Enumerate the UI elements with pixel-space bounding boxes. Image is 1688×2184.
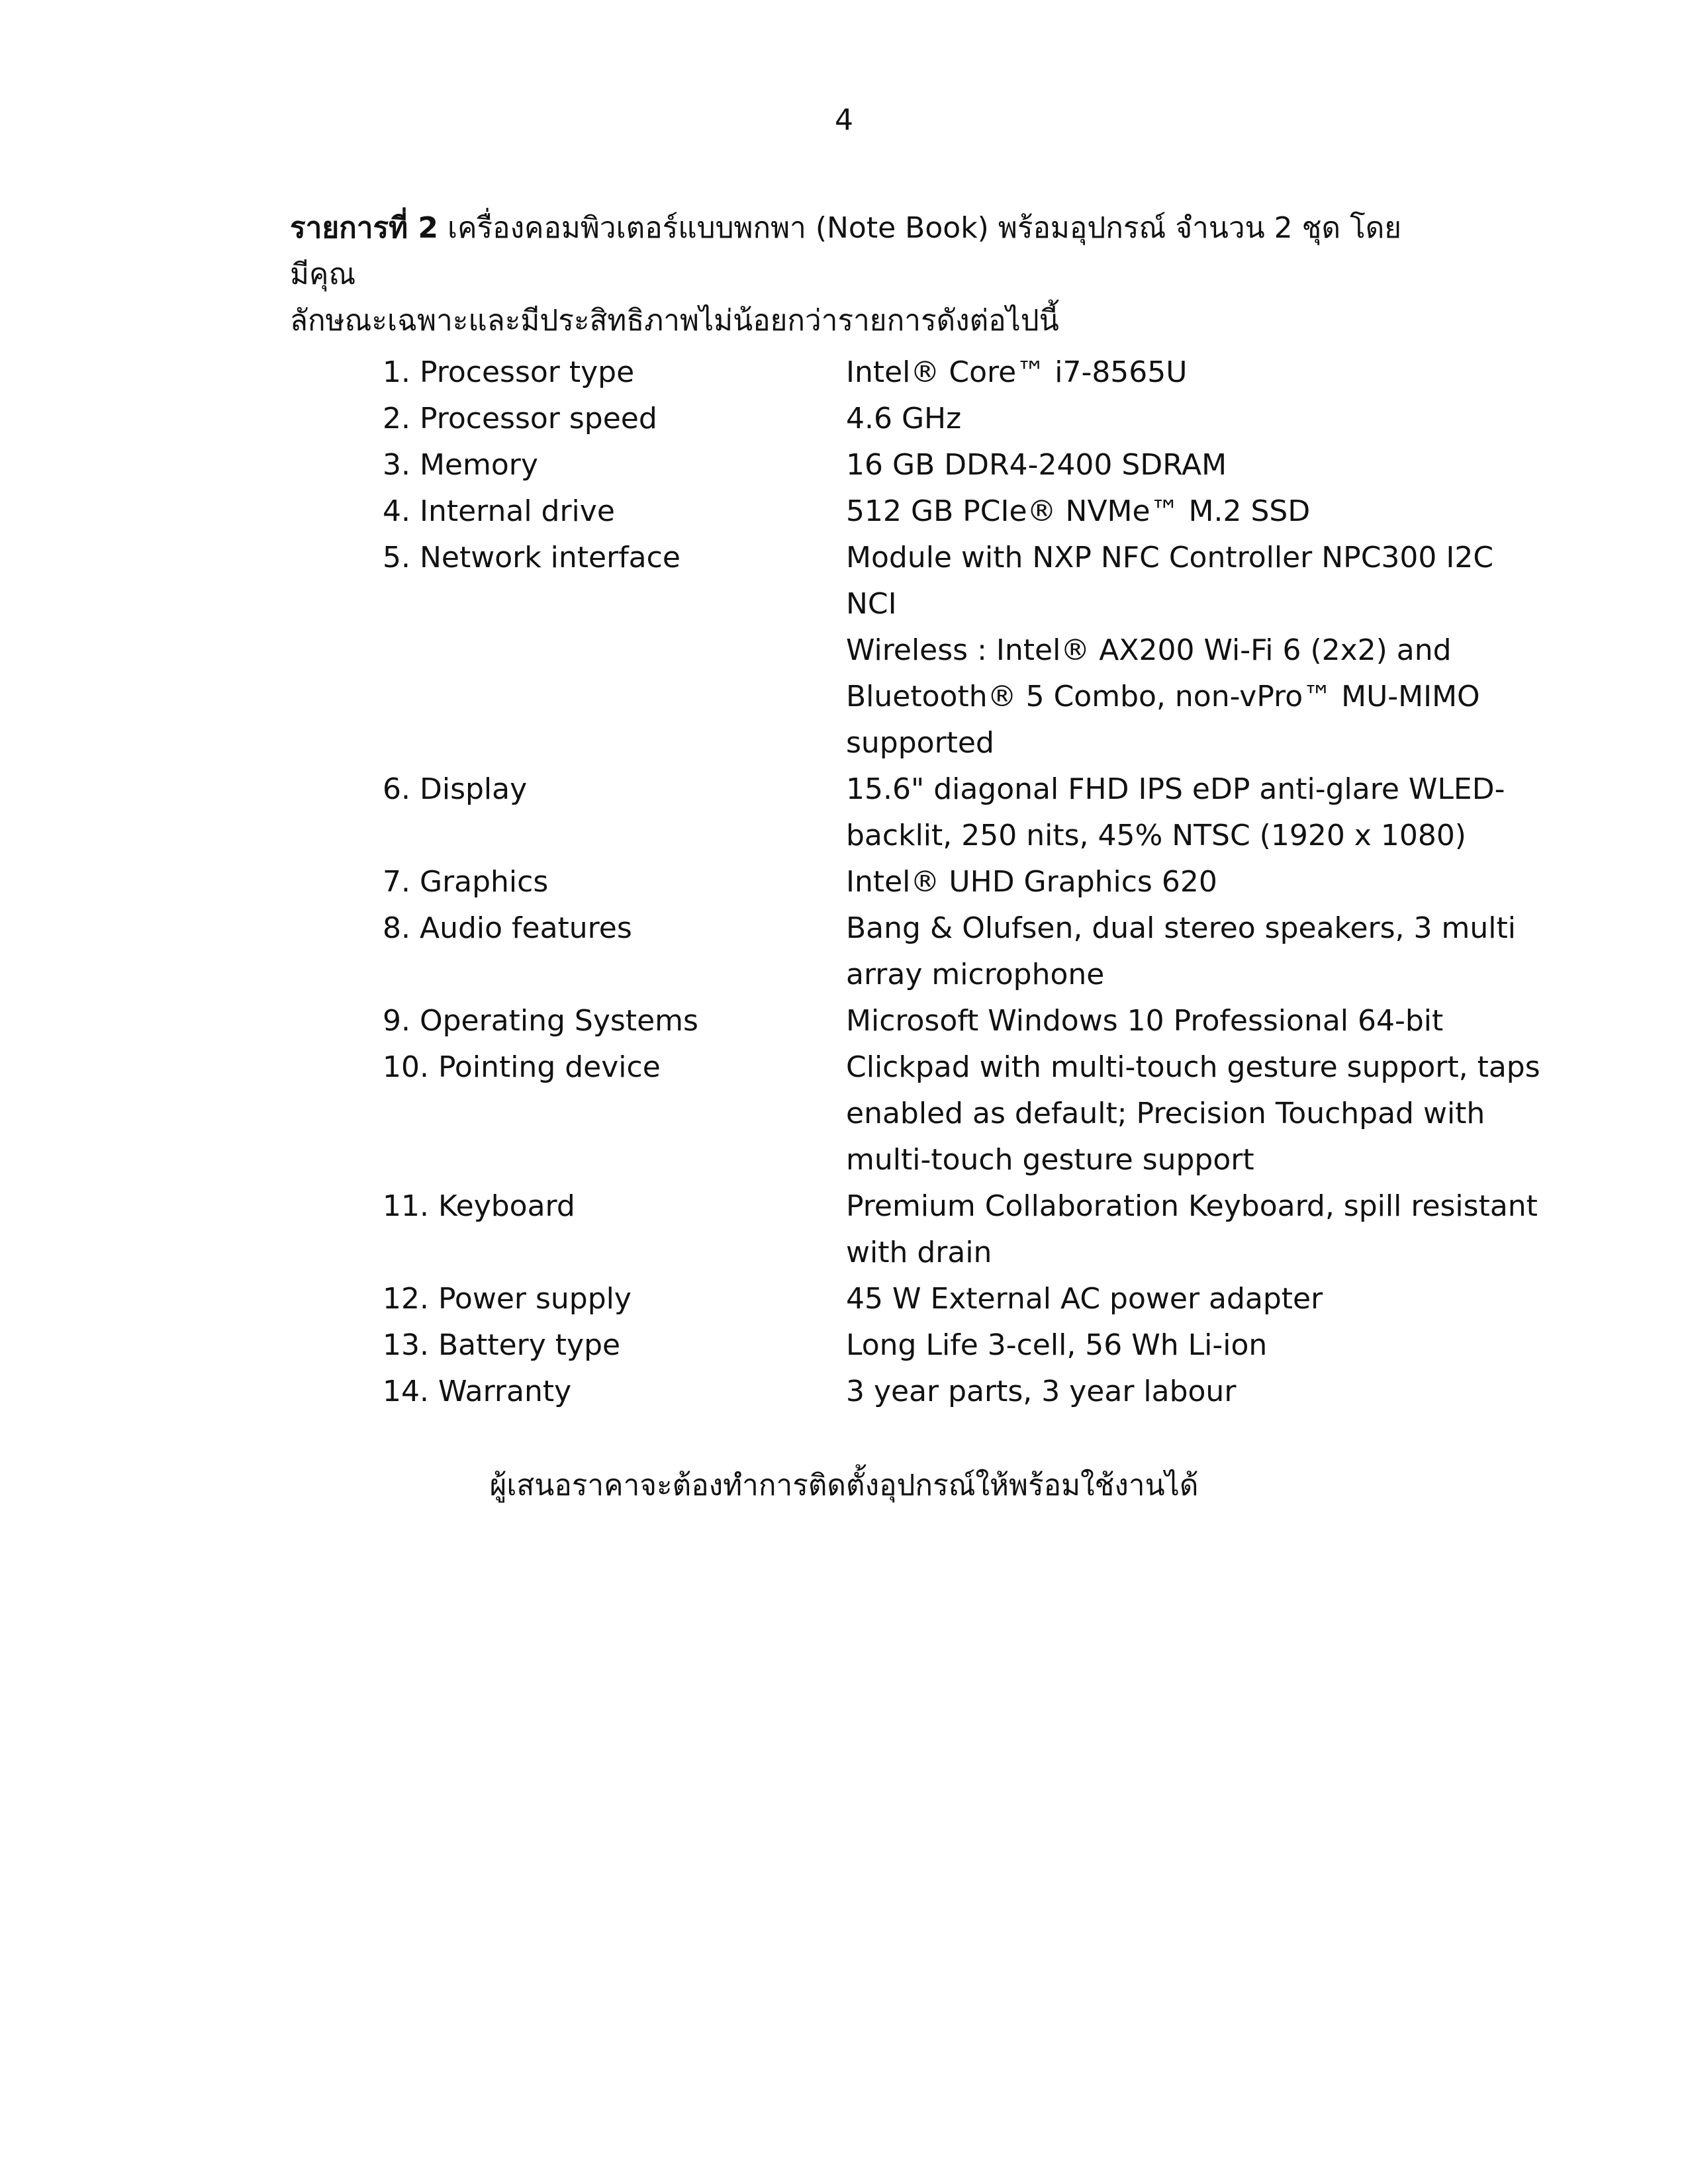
heading-line-1 bbox=[290, 205, 1415, 298]
spec-value bbox=[846, 396, 1455, 442]
item-heading bbox=[290, 205, 1415, 344]
spec-value-line: 512 GB PCIe® NVMe™ M.2 SSD bbox=[846, 494, 1311, 528]
heading-description: เครื่องคอมพิวเตอร์แบบพกพา (Note Book) พร้อมอุปกรณ์ จำนวน 2 ชุด โดยมีคุณ bbox=[290, 211, 1402, 291]
spec-row bbox=[383, 1369, 1468, 1415]
spec-value-line: with drain bbox=[846, 1236, 992, 1269]
spec-value-line: supported bbox=[846, 726, 994, 760]
spec-value-line: Clickpad with multi-touch gesture support, taps bbox=[846, 1050, 1540, 1084]
spec-value-line: Intel® Core™ i7-8565U bbox=[846, 355, 1188, 389]
spec-label: 1. Processor type bbox=[383, 355, 635, 389]
spec-value bbox=[846, 442, 1455, 488]
spec-row bbox=[383, 442, 1468, 488]
spec-label: 8. Audio features bbox=[383, 911, 632, 945]
spec-label: 11. Keyboard bbox=[383, 1189, 575, 1223]
spec-row bbox=[383, 349, 1468, 396]
heading-line-2: ลักษณะเฉพาะและมีประสิทธิภาพไม่น้อยกว่ารายการดังต่อไปนี้ bbox=[290, 304, 1059, 338]
spec-value bbox=[846, 1044, 1540, 1183]
spec-label: 7. Graphics bbox=[383, 865, 549, 899]
spec-label: 4. Internal drive bbox=[383, 494, 615, 528]
spec-label: 9. Operating Systems bbox=[383, 1004, 698, 1038]
spec-list bbox=[383, 349, 1540, 1415]
spec-value-line: backlit, 250 nits, 45% NTSC (1920 x 1080) bbox=[846, 819, 1466, 852]
spec-value-line: 3 year parts, 3 year labour bbox=[846, 1375, 1237, 1408]
spec-value-line: Bluetooth® 5 Combo, non-vPro™ MU-MIMO bbox=[846, 680, 1480, 713]
spec-value bbox=[846, 905, 1516, 998]
spec-value bbox=[846, 1369, 1455, 1415]
installation-note: ผู้เสนอราคาจะต้องทำการติดตั้งอุปกรณ์ให้พร้อมใช้งานได้ bbox=[489, 1469, 1199, 1502]
spec-row bbox=[383, 396, 1468, 442]
spec-value bbox=[846, 998, 1455, 1044]
spec-row bbox=[383, 766, 1505, 859]
spec-value-line: multi-touch gesture support bbox=[846, 1143, 1254, 1177]
spec-label: 14. Warranty bbox=[383, 1375, 572, 1408]
spec-value bbox=[846, 859, 1455, 905]
spec-label: 13. Battery type bbox=[383, 1328, 621, 1362]
spec-row bbox=[383, 488, 1468, 535]
spec-value bbox=[846, 766, 1505, 859]
spec-value-line: Long Life 3-cell, 56 Wh Li-ion bbox=[846, 1328, 1268, 1362]
spec-value bbox=[846, 488, 1455, 535]
spec-label: 5. Network interface bbox=[383, 541, 680, 574]
spec-row bbox=[383, 535, 1494, 766]
spec-row bbox=[383, 998, 1468, 1044]
spec-value-line: Module with NXP NFC Controller NPC300 I2C bbox=[846, 541, 1494, 574]
spec-value-line: NCI bbox=[846, 587, 897, 621]
spec-value bbox=[846, 349, 1455, 396]
spec-row bbox=[383, 859, 1468, 905]
spec-row bbox=[383, 1322, 1468, 1369]
spec-label: 3. Memory bbox=[383, 448, 538, 482]
spec-value-line: enabled as default; Precision Touchpad with bbox=[846, 1097, 1485, 1130]
spec-value bbox=[846, 535, 1494, 766]
spec-value-line: 45 W External AC power adapter bbox=[846, 1282, 1323, 1316]
spec-value bbox=[846, 1183, 1538, 1276]
spec-value-line: 4.6 GHz bbox=[846, 402, 962, 435]
heading-item-number: รายการที่ 2 bbox=[290, 211, 439, 245]
spec-value bbox=[846, 1276, 1455, 1322]
spec-value bbox=[846, 1322, 1455, 1369]
spec-value-line: Bang & Olufsen, dual stereo speakers, 3 multi bbox=[846, 911, 1516, 945]
spec-label: 12. Power supply bbox=[383, 1282, 632, 1316]
spec-row bbox=[383, 1044, 1540, 1183]
spec-label: 2. Processor speed bbox=[383, 402, 657, 435]
spec-value-line: Premium Collaboration Keyboard, spill resistant bbox=[846, 1189, 1538, 1223]
spec-value-line: Wireless : Intel® AX200 Wi-Fi 6 (2x2) and bbox=[846, 633, 1452, 667]
spec-value-line: Microsoft Windows 10 Professional 64-bit bbox=[846, 1004, 1444, 1038]
spec-value-line: array microphone bbox=[846, 958, 1105, 991]
spec-row bbox=[383, 1183, 1538, 1276]
spec-row bbox=[383, 905, 1516, 998]
spec-label: 6. Display bbox=[383, 772, 528, 806]
page-number: 4 bbox=[835, 103, 853, 137]
spec-value-line: 16 GB DDR4-2400 SDRAM bbox=[846, 448, 1227, 482]
spec-label: 10. Pointing device bbox=[383, 1050, 661, 1084]
spec-value-line: 15.6" diagonal FHD IPS eDP anti-glare WLED- bbox=[846, 772, 1505, 806]
spec-value-line: Intel® UHD Graphics 620 bbox=[846, 865, 1217, 899]
spec-row bbox=[383, 1276, 1468, 1322]
